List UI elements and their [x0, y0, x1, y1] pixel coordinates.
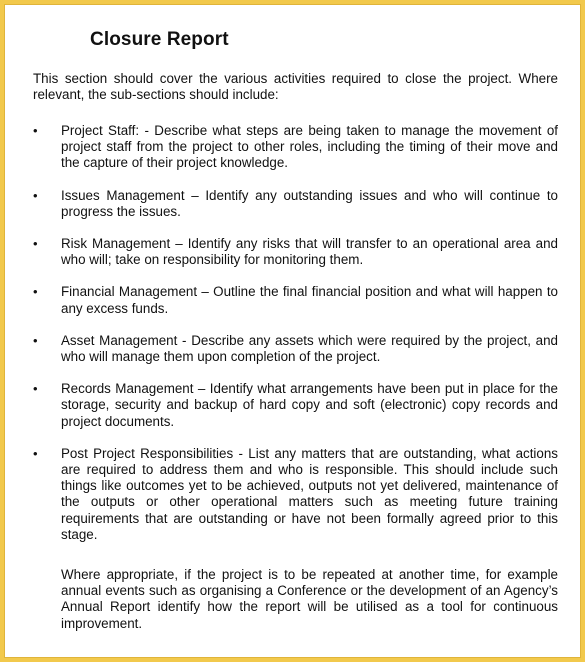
list-item-records-management [33, 381, 558, 430]
list-item-post-project-responsibilities [33, 446, 558, 543]
list-item-text: Project Staff: - Describe what steps are being taken to manage the movement of project staff from the project to other roles, including the timing of their move and the capture of their project knowledge. [61, 123, 558, 171]
bullet-icon: • [33, 236, 38, 252]
bullet-icon: • [33, 187, 38, 203]
list-item-text: Records Management – Identify what arrangements have been put in place for the storage, security and backup of hard copy and soft (electronic) copy records and project documents. [61, 381, 558, 429]
bullet-icon: • [33, 332, 38, 348]
bullet-icon: • [33, 284, 38, 300]
bullet-icon: • [33, 123, 38, 138]
closing-paragraph: Where appropriate, if the project is to be repeated at another time, for example annual events such as organising a Conference or the development of an Agency’s Annual Report identify how the report will be utilised as a tool for continuous improvement. [61, 567, 558, 631]
list-item-issues-management [33, 188, 558, 220]
intro-paragraph: This section should cover the various activities required to close the project. Where relevant, the sub-sections should include: [33, 71, 558, 102]
bullet-icon: • [33, 445, 38, 461]
document-title: Closure Report [90, 29, 229, 50]
list-item-text: Risk Management – Identify any risks that will transfer to an operational area and who will; take on responsibility for monitoring them. [61, 236, 558, 268]
list-item-financial-management [33, 284, 558, 316]
list-item-text: Post Project Responsibilities - List any matters that are outstanding, what actions are required to address them and who is responsible. This should include such things like outcomes yet to be achieved, outputs not yet delivered, maintenance of the outputs or other operational matters such as meeting future training requirements that are outstanding or have not been formally agreed prior to this stage. [61, 445, 558, 542]
list-item-text: Asset Management - Describe any assets which were required by the project, and who will manage them upon completion of the project. [61, 332, 558, 365]
list-item-text: Issues Management – Identify any outstanding issues and who will continue to progress the issues. [61, 187, 558, 219]
list-item-project-staff [33, 123, 558, 172]
list-item-text: Financial Management – Outline the final financial position and what will happen to any excess funds. [61, 284, 558, 316]
list-item-asset-management [33, 333, 558, 365]
bullet-icon: • [33, 381, 38, 397]
document-page [4, 4, 581, 658]
subsection-list [33, 123, 558, 559]
list-item-risk-management [33, 236, 558, 268]
